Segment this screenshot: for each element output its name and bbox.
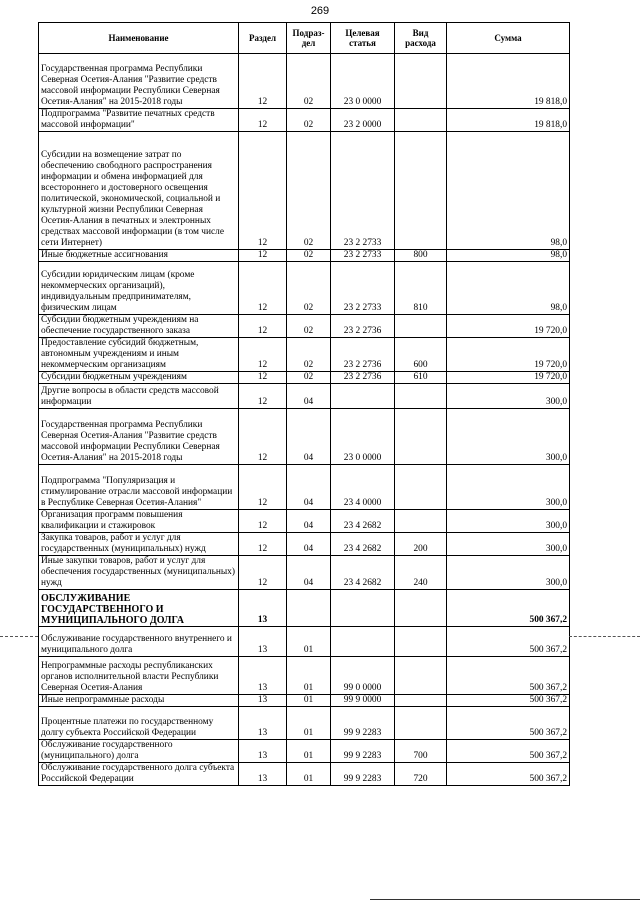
cell-podrazdel: 01 — [287, 657, 331, 695]
cell-podrazdel: 01 — [287, 695, 331, 707]
cell-vid — [395, 132, 447, 250]
cell-razdel: 12 — [239, 109, 287, 132]
cell-podrazdel: 01 — [287, 627, 331, 657]
cell-statya: 23 4 2682 — [331, 533, 395, 556]
cell-name: Иные бюджетные ассигнования — [39, 250, 239, 262]
cell-summa: 19 720,0 — [447, 315, 570, 338]
cell-statya: 23 4 2682 — [331, 556, 395, 590]
cell-vid — [395, 510, 447, 533]
cell-podrazdel: 04 — [287, 510, 331, 533]
cell-statya: 23 4 0000 — [331, 465, 395, 510]
table-header-row — [39, 23, 570, 54]
cell-podrazdel: 02 — [287, 109, 331, 132]
cell-vid — [395, 109, 447, 132]
cell-statya: 23 0 0000 — [331, 409, 395, 465]
col-header-podrazdel: Подраз-дел — [287, 23, 331, 54]
cell-name: Подпрограмма "Популяризация и стимулирование отрасли массовой информации в Республике Северная Осетия-Алания" — [39, 465, 239, 510]
cell-razdel: 13 — [239, 695, 287, 707]
cell-summa: 500 367,2 — [447, 627, 570, 657]
cell-podrazdel: 04 — [287, 409, 331, 465]
cell-podrazdel: 02 — [287, 338, 331, 372]
cell-podrazdel: 04 — [287, 384, 331, 409]
cell-summa: 19 818,0 — [447, 54, 570, 109]
cell-vid — [395, 695, 447, 707]
cell-razdel: 12 — [239, 54, 287, 109]
cell-podrazdel: 02 — [287, 262, 331, 315]
cell-name: Обслуживание государственного внутреннего и муниципального долга — [39, 627, 239, 657]
table-row — [39, 315, 570, 338]
col-header-razdel: Раздел — [239, 23, 287, 54]
cell-statya: 99 9 2283 — [331, 740, 395, 763]
cell-name: Процентные платежи по государственному долгу субъекта Российской Федерации — [39, 707, 239, 740]
cell-razdel: 12 — [239, 262, 287, 315]
cell-name: Другие вопросы в области средств массовой информации — [39, 384, 239, 409]
table-row — [39, 627, 570, 657]
cell-podrazdel: 04 — [287, 556, 331, 590]
table-row — [39, 250, 570, 262]
cell-statya: 23 2 0000 — [331, 109, 395, 132]
table-row — [39, 707, 570, 740]
cell-razdel: 12 — [239, 372, 287, 384]
cell-summa: 98,0 — [447, 132, 570, 250]
cell-razdel: 13 — [239, 657, 287, 695]
cell-vid: 700 — [395, 740, 447, 763]
cell-name: ОБСЛУЖИВАНИЕ ГОСУДАРСТВЕННОГО И МУНИЦИПАЛЬНОГО ДОЛГА — [39, 590, 239, 627]
table-row — [39, 109, 570, 132]
cell-vid: 240 — [395, 556, 447, 590]
col-header-vid: Вид расхода — [395, 23, 447, 54]
cell-statya: 99 9 2283 — [331, 707, 395, 740]
table-row — [39, 510, 570, 533]
table-row — [39, 338, 570, 372]
cell-podrazdel: 02 — [287, 372, 331, 384]
cell-statya: 23 2 2733 — [331, 132, 395, 250]
cell-statya: 99 0 0000 — [331, 657, 395, 695]
cell-statya: 23 2 2733 — [331, 250, 395, 262]
cell-razdel: 12 — [239, 556, 287, 590]
cell-summa: 300,0 — [447, 384, 570, 409]
cell-statya: 23 4 2682 — [331, 510, 395, 533]
cell-name: Обслуживание государственного долга субъекта Российской Федерации — [39, 763, 239, 786]
cell-statya: 23 0 0000 — [331, 54, 395, 109]
cell-statya: 99 9 2283 — [331, 763, 395, 786]
cell-razdel: 13 — [239, 763, 287, 786]
cell-name: Государственная программа Республики Северная Осетия-Алания "Развитие средств массовой информации Республики Северная Осетия-Алания" на 2015-2018 годы — [39, 54, 239, 109]
cell-podrazdel: 02 — [287, 132, 331, 250]
table-row — [39, 384, 570, 409]
cell-statya: 23 2 2736 — [331, 372, 395, 384]
cell-vid: 600 — [395, 338, 447, 372]
cell-vid — [395, 627, 447, 657]
cell-name: Подпрограмма "Развитие печатных средств массовой информации" — [39, 109, 239, 132]
table-row — [39, 657, 570, 695]
table-row — [39, 262, 570, 315]
cell-statya: 23 2 2736 — [331, 338, 395, 372]
cell-name: Субсидии на возмещение затрат по обеспечению свободного распространения информации и обмена информацией для всестороннего и достоверного освещения политической, экономической, социальной и культурной жизни Республики Северная Осетия-Алания в печатных и электронных средствах массовой информации (в том числе сети Интернет) — [39, 132, 239, 250]
cell-summa: 19 720,0 — [447, 372, 570, 384]
cell-name: Субсидии бюджетным учреждениям на обеспечение государственного заказа — [39, 315, 239, 338]
cell-podrazdel: 02 — [287, 250, 331, 262]
cell-name: Организация программ повышения квалификации и стажировок — [39, 510, 239, 533]
cell-statya — [331, 627, 395, 657]
cell-vid — [395, 465, 447, 510]
cell-statya: 99 9 0000 — [331, 695, 395, 707]
col-header-name: Наименование — [39, 23, 239, 54]
cell-podrazdel: 02 — [287, 315, 331, 338]
cell-vid — [395, 54, 447, 109]
cell-podrazdel: 04 — [287, 465, 331, 510]
cell-razdel: 12 — [239, 132, 287, 250]
cell-razdel: 12 — [239, 409, 287, 465]
cell-podrazdel: 01 — [287, 763, 331, 786]
cell-name: Субсидии юридическим лицам (кроме некоммерческих организаций), индивидуальным предпринимателям, физическим лицам — [39, 262, 239, 315]
table-row — [39, 409, 570, 465]
cell-razdel: 13 — [239, 590, 287, 627]
cell-summa: 19 818,0 — [447, 109, 570, 132]
table-row — [39, 763, 570, 786]
cell-razdel: 13 — [239, 707, 287, 740]
cell-summa: 19 720,0 — [447, 338, 570, 372]
cell-summa: 98,0 — [447, 250, 570, 262]
cell-name: Непрограммные расходы республиканских органов исполнительной власти Республики Северная Осетия-Алания — [39, 657, 239, 695]
scan-line-bottom — [370, 899, 640, 900]
budget-table — [38, 22, 570, 786]
cell-vid: 810 — [395, 262, 447, 315]
cell-summa: 500 367,2 — [447, 763, 570, 786]
cell-razdel: 12 — [239, 315, 287, 338]
cell-summa: 500 367,2 — [447, 590, 570, 627]
table-row — [39, 533, 570, 556]
cell-name: Закупка товаров, работ и услуг для государственных (муниципальных) нужд — [39, 533, 239, 556]
cell-summa: 500 367,2 — [447, 657, 570, 695]
cell-vid: 720 — [395, 763, 447, 786]
cell-razdel: 12 — [239, 250, 287, 262]
cell-podrazdel: 01 — [287, 707, 331, 740]
cell-razdel: 13 — [239, 740, 287, 763]
cell-summa: 300,0 — [447, 556, 570, 590]
cell-summa: 500 367,2 — [447, 740, 570, 763]
cell-statya — [331, 384, 395, 409]
cell-vid — [395, 384, 447, 409]
cell-summa: 300,0 — [447, 409, 570, 465]
table-row — [39, 465, 570, 510]
cell-name: Предоставление субсидий бюджетным, автономным учреждениям и иным некоммерческим организациям — [39, 338, 239, 372]
cell-name: Иные непрограммные расходы — [39, 695, 239, 707]
cell-vid — [395, 590, 447, 627]
cell-razdel: 12 — [239, 533, 287, 556]
cell-statya: 23 2 2736 — [331, 315, 395, 338]
cell-vid: 200 — [395, 533, 447, 556]
scan-line-left — [0, 636, 38, 638]
cell-summa: 500 367,2 — [447, 707, 570, 740]
cell-name: Иные закупки товаров, работ и услуг для обеспечения государственных (муниципальных) нужд — [39, 556, 239, 590]
scan-line-right — [569, 636, 640, 638]
cell-statya: 23 2 2733 — [331, 262, 395, 315]
cell-podrazdel — [287, 590, 331, 627]
cell-podrazdel: 02 — [287, 54, 331, 109]
cell-vid — [395, 409, 447, 465]
table-row — [39, 590, 570, 627]
cell-razdel: 12 — [239, 510, 287, 533]
cell-razdel: 12 — [239, 338, 287, 372]
table-row — [39, 54, 570, 109]
cell-vid — [395, 707, 447, 740]
cell-name: Субсидии бюджетным учреждениям — [39, 372, 239, 384]
cell-vid — [395, 657, 447, 695]
cell-summa: 300,0 — [447, 533, 570, 556]
table-row — [39, 695, 570, 707]
table-body — [39, 54, 570, 786]
cell-vid — [395, 315, 447, 338]
table-row — [39, 372, 570, 384]
cell-vid: 610 — [395, 372, 447, 384]
col-header-statya: Целевая статья — [331, 23, 395, 54]
table-row — [39, 740, 570, 763]
table-row — [39, 556, 570, 590]
cell-vid: 800 — [395, 250, 447, 262]
cell-razdel: 12 — [239, 465, 287, 510]
cell-summa: 300,0 — [447, 510, 570, 533]
cell-statya — [331, 590, 395, 627]
page-number: 269 — [310, 5, 330, 17]
col-header-summa: Сумма — [447, 23, 570, 54]
cell-razdel: 12 — [239, 384, 287, 409]
cell-podrazdel: 01 — [287, 740, 331, 763]
cell-summa: 500 367,2 — [447, 695, 570, 707]
cell-name: Обслуживание государственного (муниципального) долга — [39, 740, 239, 763]
cell-podrazdel: 04 — [287, 533, 331, 556]
cell-summa: 300,0 — [447, 465, 570, 510]
cell-razdel: 13 — [239, 627, 287, 657]
table-row — [39, 132, 570, 250]
cell-name: Государственная программа Республики Северная Осетия-Алания "Развитие средств массовой информации Республики Северная Осетия-Алания" на 2015-2018 годы — [39, 409, 239, 465]
cell-summa: 98,0 — [447, 262, 570, 315]
